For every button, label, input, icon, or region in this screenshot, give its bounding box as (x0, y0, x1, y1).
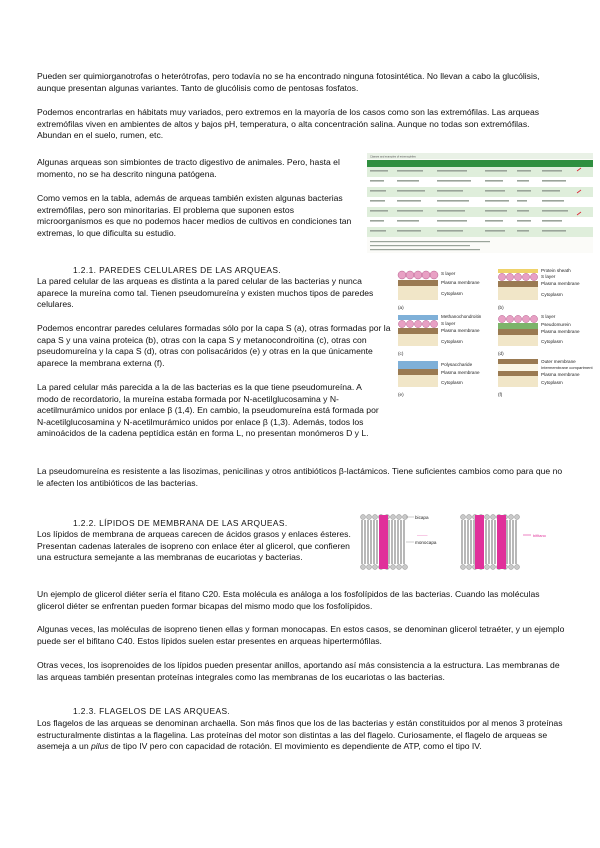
label-b-s-layer: S layer (541, 274, 556, 279)
wall-panel-e (398, 361, 480, 397)
letter-b: (b) (498, 305, 504, 310)
cell-wall-types-figure (395, 266, 595, 400)
label-d-membrane: Plasma membrane (541, 329, 580, 334)
label-c-methanochondroitin: Methanochondroitin (441, 314, 482, 319)
label-c-cytoplasm: Cytoplasm (441, 339, 463, 344)
heading-cell-walls: 1.2.1. PAREDES CELULARES DE LAS ARQUEAS. (73, 265, 282, 275)
lipids-paragraph-2: Un ejemplo de glicerol diéter sería el fitano C20. Esta molécula es análoga a los fosfolípidos de las bacterias. Cuando las moléculas glicerol diéter se enfrentan pueden formar bicapas del mismo modo que los fosfolípidos. (37, 589, 540, 611)
lipids-paragraph-3: Algunas veces, las moléculas de isopreno tienen ellas y forman monocapas. En estos casos, se denominan glicerol tetraéter, y un ejemplo puede ser el bifitano C40. Estos lípidos suelen estar presentes en arqueas hipertermófilas. (37, 624, 565, 646)
membrane-lipid-figure (357, 511, 597, 573)
heading-flagella: 1.2.3. FLAGELOS DE LAS ARQUEAS. (73, 706, 231, 716)
label-d-s-layer: S layer (541, 314, 556, 319)
walls-paragraph-3: La pared celular más parecida a la de las bacterias es la que tiene pseudomureína. A modo de recordatorio, la mureína estaba formada por N-acetilglucosamina y N-acetilmurámico unidos por enlace β (1,4). En cambio, la pseudomureína está formada por N-acetilglucosamina y N-acetilmurámico unidos por enlace β (1,3). Además, todos los aminoácidos de la cadena peptídica están en forma L, no presentan monómeros D y L. (37, 382, 379, 439)
label-a-s-layer: S layer (441, 271, 456, 276)
table-rows (367, 167, 593, 237)
label-f-membrane: Plasma membrane (541, 372, 580, 377)
letter-a: (a) (398, 305, 404, 310)
walls-paragraph-4: La pseudomureína es resistente a las lisozimas, penicilinas y otros antibióticos β-lactámicos. Tiene suficientes cambios como para que no le afecten los antibióticos de las bacterias. (37, 466, 563, 488)
table-title: Classes and examples of extremophiles (370, 155, 416, 159)
label-a-cytoplasm: Cytoplasm (441, 291, 463, 296)
label-biphytane: bifitano (533, 533, 546, 538)
lipids-paragraph-1: Los lípidos de membrana de arqueas carecen de ácidos grasos y enlaces ésteres. Presentan cadenas laterales de isopreno con enlace éter al glicerol, que confieren una estructura semejante a las membranas de eucariotas y bacterias. (37, 529, 351, 563)
walls-paragraph-1: La pared celular de las arqueas es distinta a la pared celular de las bacterias y nunca aparece la mureína como tal. Tienen pseudomureína y existen muchos tipos de paredes celulares. (37, 276, 374, 310)
extremophiles-table-image (367, 153, 593, 253)
intro-paragraph-2: Podemos encontrarlas en hábitats muy variados, pero extremos en la mayoría de los casos como son las extremófilas. Las arqueas extremófilas viven en ambientes de altos y bajos pH, temperatura, o alta concentración salina. Aunque no todas son extremófilas. Abundan en el suelo, rumen, etc. (37, 107, 540, 141)
label-d-cytoplasm: Cytoplasm (541, 339, 563, 344)
label-d-pseudomurein: Pseudomurein (541, 322, 571, 327)
label-b-cytoplasm: Cytoplasm (541, 292, 563, 297)
label-a-membrane: Plasma membrane (441, 280, 480, 285)
letter-d: (d) (498, 351, 504, 356)
monolayer-right (461, 515, 520, 570)
label-f-intermembrane: Intermembrane compartment (541, 365, 593, 370)
label-b-membrane: Plasma membrane (541, 281, 580, 286)
wall-panel-c (398, 314, 482, 356)
flagella-text-a: Los flagelos de las arqueas se denominan archaella. Son más finos que los de las bacterias y están constituidos por al menos 3 proteínas estructuralmente distintas a la flagelina. Las proteínas del motor son distintas a las del flagelo. Curiosamente, el flagelo de arqueas se asemeja a un (37, 718, 563, 752)
flagella-text-pilus: pilus (90, 741, 109, 752)
label-bilayer: bicapa (415, 515, 429, 520)
intro-paragraph-1: Pueden ser quimiorganotrofas o heterótrofas, pero todavía no se ha encontrado ninguna fotosintética. No llevan a cabo la glucólisis, aunque presentan algunas variantes. Tanto de glucólisis como de pentosas fosfatos. (37, 71, 540, 93)
wall-panel-f (498, 359, 593, 397)
label-b-protein-sheath: Protein sheath (541, 268, 571, 273)
label-c-membrane: Plasma membrane (441, 328, 480, 333)
left-figure-note: ——— (417, 533, 428, 537)
bilayer-left (361, 515, 408, 570)
heading-membrane-lipids: 1.2.2. LÍPIDOS DE MEMBRANA DE LAS ARQUEAS. (73, 518, 288, 528)
walls-paragraph-2: Podemos encontrar paredes celulares formadas sólo por la capa S (a), otras formadas por la capa S y una vaina proteica (b), otras con la capa S y metanocondroitina (c), otras con pseudomureína y la capa S (d), otras con polisacáridos (e) y otras en la que únicamente aparece la membrana externa (f). (37, 323, 391, 368)
wall-panel-a (398, 271, 480, 310)
label-c-s-layer: S layer (441, 321, 456, 326)
label-f-outer-membrane: Outer membrane (541, 359, 576, 364)
label-monolayer: monocapa (415, 540, 437, 545)
intro-paragraph-4: Como vemos en la tabla, además de arqueas también existen algunas bacterias extremófilas, pero son minoritarias. El problema que suponen estos microorganismos es que no podemos hacer medios de cultivos en condiciones tan extremas, lo que dificulta su estudio. (37, 193, 352, 238)
intro-paragraph-3: Algunas arqueas son simbiontes de tracto digestivo de animales. Pero, hasta el momento, no se ha descrito ninguna patógena. (37, 157, 340, 179)
letter-e: (e) (398, 392, 404, 397)
lipids-paragraph-4: Otras veces, los isoprenoides de los lípidos pueden presentar anillos, aportando así más consistencia a la estructura. Las membranas de las arqueas también presentan proteínas integrales como las membranas de los eucariotas o las bacterias. (37, 660, 560, 682)
letter-c: (c) (398, 351, 404, 356)
label-e-membrane: Plasma membrane (441, 370, 480, 375)
flagella-paragraph-1 (37, 718, 567, 753)
wall-panel-b (498, 268, 580, 310)
flagella-text-b: de tipo IV pero con capacidad de rotación. El movimiento es dependiente de ATP, como el tipo IV. (108, 741, 482, 752)
wall-panel-d (498, 314, 580, 356)
letter-f: (f) (498, 392, 503, 397)
label-e-cytoplasm: Cytoplasm (441, 380, 463, 385)
label-f-cytoplasm: Cytoplasm (541, 380, 563, 385)
label-e-polysaccharide: Polysaccharide (441, 362, 473, 367)
